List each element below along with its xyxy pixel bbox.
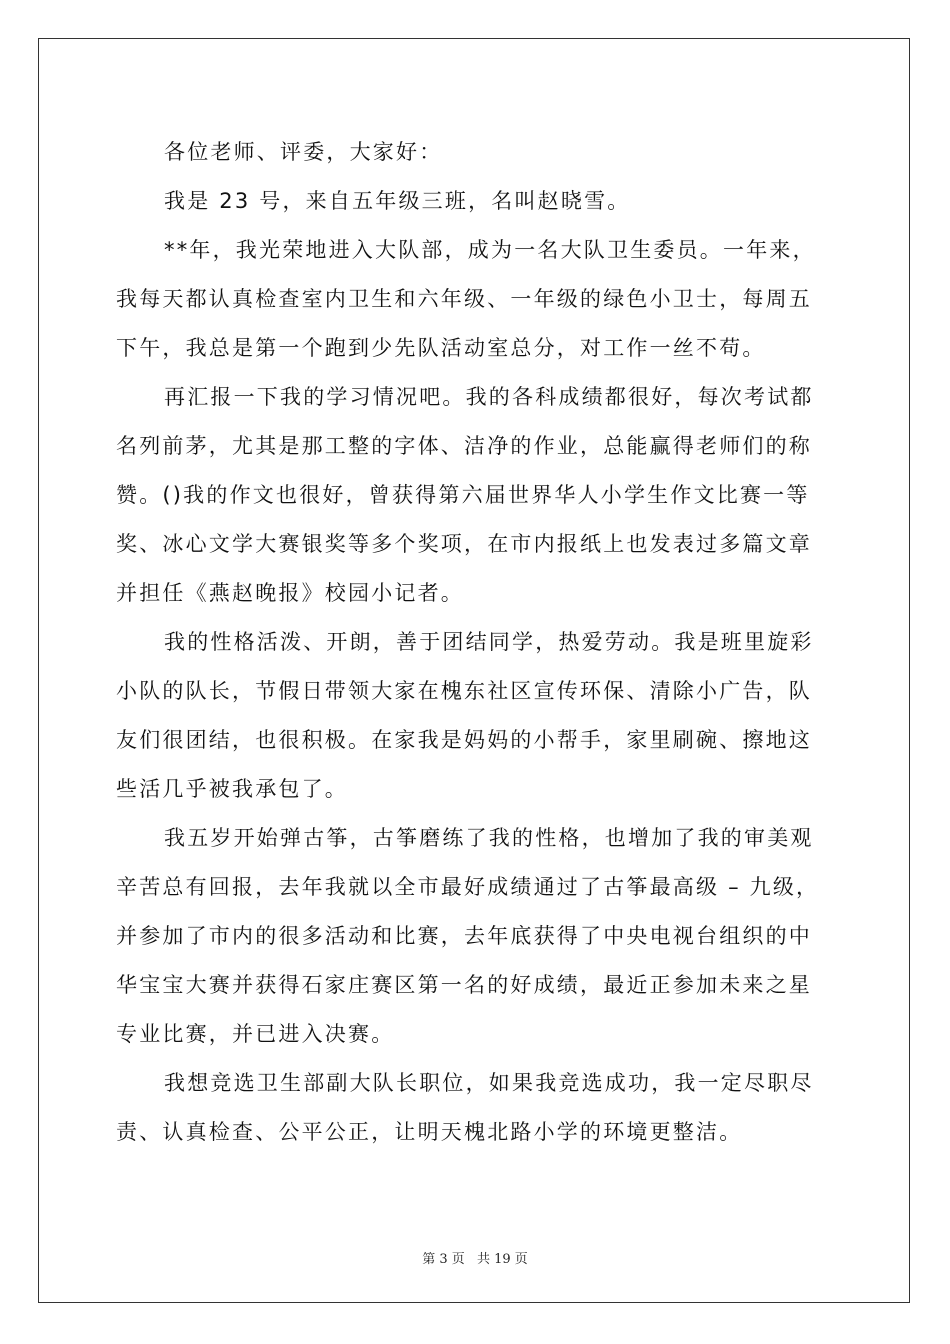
paragraph-line: 并参加了市内的很多活动和比赛，去年底获得了中央电视台组织的中 — [116, 924, 812, 948]
paragraph-line: 责、认真检查、公平公正，让明天槐北路小学的环境更整洁。 — [116, 1120, 743, 1144]
paragraph-line: 名列前茅，尤其是那工整的字体、洁净的作业，总能赢得老师们的称 — [116, 434, 812, 458]
page-footer — [0, 1248, 950, 1267]
paragraph-line: 小队的队长，节假日带领大家在槐东社区宣传环保、清除小广告，队 — [116, 679, 812, 703]
paragraph-line: **年，我光荣地进入大队部，成为一名大队卫生委员。一年来， — [164, 238, 816, 262]
total-pages: 共 19 页 — [476, 1252, 528, 1267]
page-number: 第 3 页 — [422, 1252, 465, 1267]
paragraph-line: 再汇报一下我的学习情况吧。我的各科成绩都很好，每次考试都 — [164, 385, 814, 409]
intro-line: 我是 23 号，来自五年级三班，名叫赵晓雪。 — [164, 189, 631, 213]
paragraph-line: 我的性格活泼、开朗，善于团结同学，热爱劳动。我是班里旋彩 — [164, 630, 814, 654]
paragraph-line: 并担任《燕赵晚报》校园小记者。 — [116, 581, 464, 605]
paragraph-line: 赞。()我的作文也很好，曾获得第六届世界华人小学生作文比赛一等 — [116, 483, 810, 507]
greeting-line: 各位老师、评委，大家好： — [164, 140, 443, 164]
document-body — [116, 128, 832, 1157]
paragraph-line: 我五岁开始弹古筝，古筝磨练了我的性格，也增加了我的审美观 — [164, 826, 814, 850]
paragraph-line: 下午，我总是第一个跑到少先队活动室总分，对工作一丝不苟。 — [116, 336, 766, 360]
paragraph-line: 辛苦总有回报，去年我就以全市最好成绩通过了古筝最高级 – 九级， — [116, 875, 820, 899]
paragraph-line: 我想竞选卫生部副大队长职位，如果我竞选成功，我一定尽职尽 — [164, 1071, 814, 1095]
paragraph-line: 友们很团结，也很积极。在家我是妈妈的小帮手，家里刷碗、擦地这 — [116, 728, 812, 752]
paragraph-line: 些活几乎被我承包了。 — [116, 777, 348, 801]
paragraph-line: 专业比赛，并已进入决赛。 — [116, 1022, 395, 1046]
paragraph-line: 华宝宝大赛并获得石家庄赛区第一名的好成绩，最近正参加未来之星 — [116, 973, 812, 997]
paragraph-line: 奖、冰心文学大赛银奖等多个奖项，在市内报纸上也发表过多篇文章 — [116, 532, 812, 556]
paragraph-line: 我每天都认真检查室内卫生和六年级、一年级的绿色小卫士，每周五 — [116, 287, 812, 311]
